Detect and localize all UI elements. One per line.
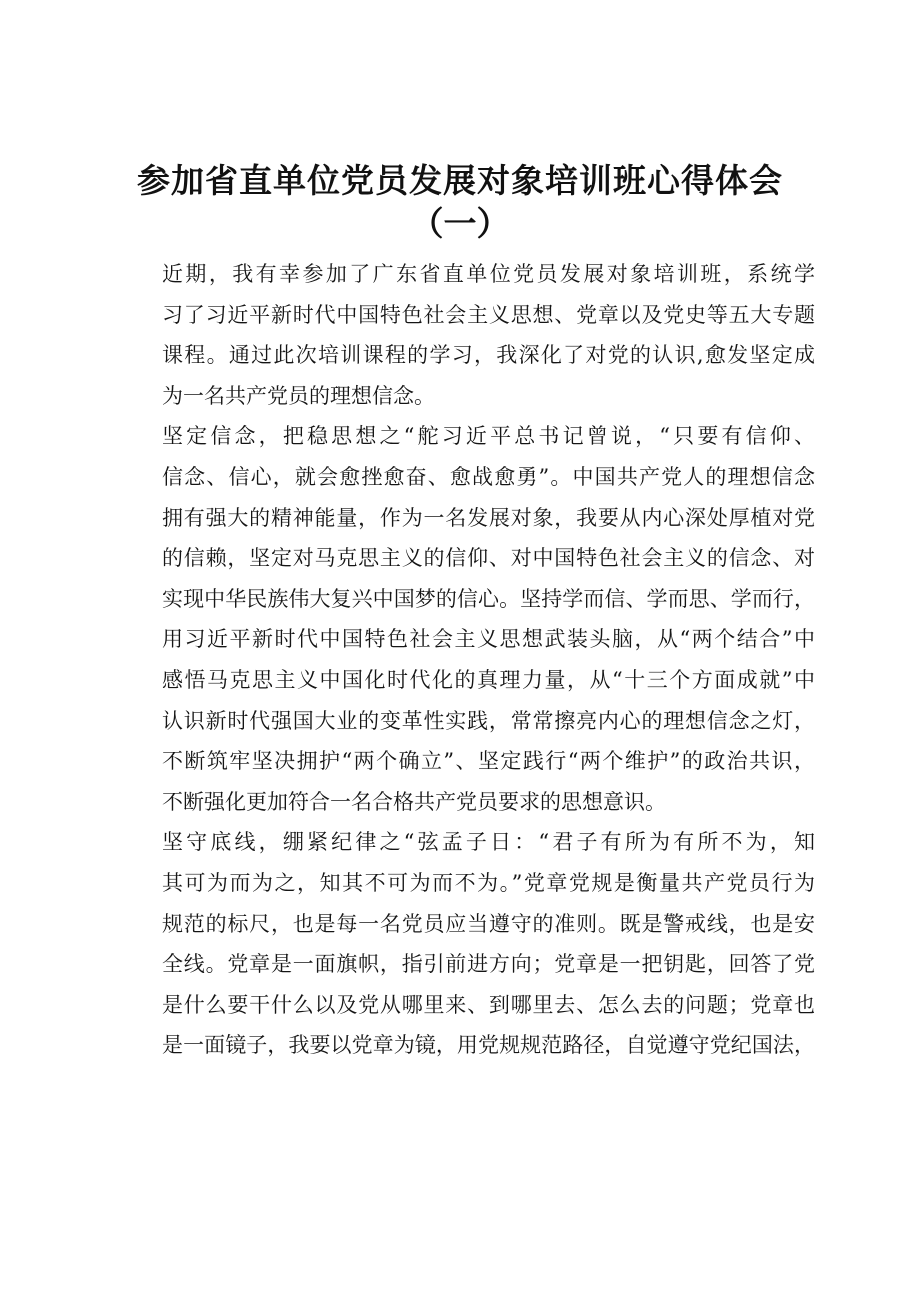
text-line: 是一面镜子，我要以党章为镜，用党规规范路径，自觉遵守党纪国法，: [162, 1033, 815, 1058]
text-line: 是什么要干什么以及党从哪里来、到哪里去、怎么去的问题；党章也: [162, 992, 815, 1017]
text-line: 全线。党章是一面旗帜，指引前进方向；党章是一把钥匙，回答了党: [162, 952, 815, 977]
text-line: 习了习近平新时代中国特色社会主义思想、党章以及党史等五大专题: [162, 302, 815, 327]
text-line: 感悟马克思主义中国化时代化的真理力量，从“十三个方面成就”中: [162, 667, 815, 692]
paragraph-3: [120, 822, 815, 1066]
title-line-1: 参加省直单位党员发展对象培训班心得体会: [137, 161, 783, 200]
text-line: 不断筑牢坚决拥护“两个确立”、坚定践行“两个维护”的政治共识，: [162, 749, 815, 774]
text-line: 坚定信念，把稳思想之“舵习近平总书记曾说，“只要有信仰、: [162, 424, 815, 449]
text-line: 近期，我有幸参加了广东省直单位党员发展对象培训班，系统学: [162, 262, 815, 286]
text-line: 课程。通过此次培训课程的学习，我深化了对党的认识,愈发坚定成: [162, 343, 815, 368]
text-line: 其可为而为之，知其不可为而不为。”党章党规是衡量共产党员行为: [162, 870, 815, 895]
paragraph-2: [120, 416, 815, 822]
paragraph-1: [120, 254, 815, 416]
text-line: 不断强化更加符合一名合格共产党员要求的思想意识。: [162, 789, 666, 814]
document-body: [120, 254, 815, 1066]
text-line: 用习近平新时代中国特色社会主义思想武装头脑，从“两个结合”中: [162, 627, 815, 652]
text-line: 实现中华民族伟大复兴中国梦的信心。坚持学而信、学而思、学而行，: [162, 586, 815, 611]
text-line: 认识新时代强国大业的变革性实践，常常擦亮内心的理想信念之灯，: [162, 708, 815, 733]
text-line: 拥有强大的精神能量，作为一名发展对象，我要从内心深处厚植对党: [162, 505, 815, 530]
text-line: 的信赖，坚定对马克思主义的信仰、对中国特色社会主义的信念、对: [162, 546, 815, 571]
text-line: 规范的标尺，也是每一名党员应当遵守的准则。既是警戒线，也是安: [162, 911, 815, 936]
document-title: [0, 158, 920, 244]
text-line: 为一名共产党员的理想信念。: [162, 383, 435, 408]
title-line-2: （一）: [410, 204, 510, 243]
text-line: 信念、信心，就会愈挫愈奋、愈战愈勇”。中国共产党人的理想信念: [162, 464, 815, 489]
text-line: 坚守底线，绷紧纪律之“弦孟子日：“君子有所为有所不为，知: [162, 830, 815, 855]
